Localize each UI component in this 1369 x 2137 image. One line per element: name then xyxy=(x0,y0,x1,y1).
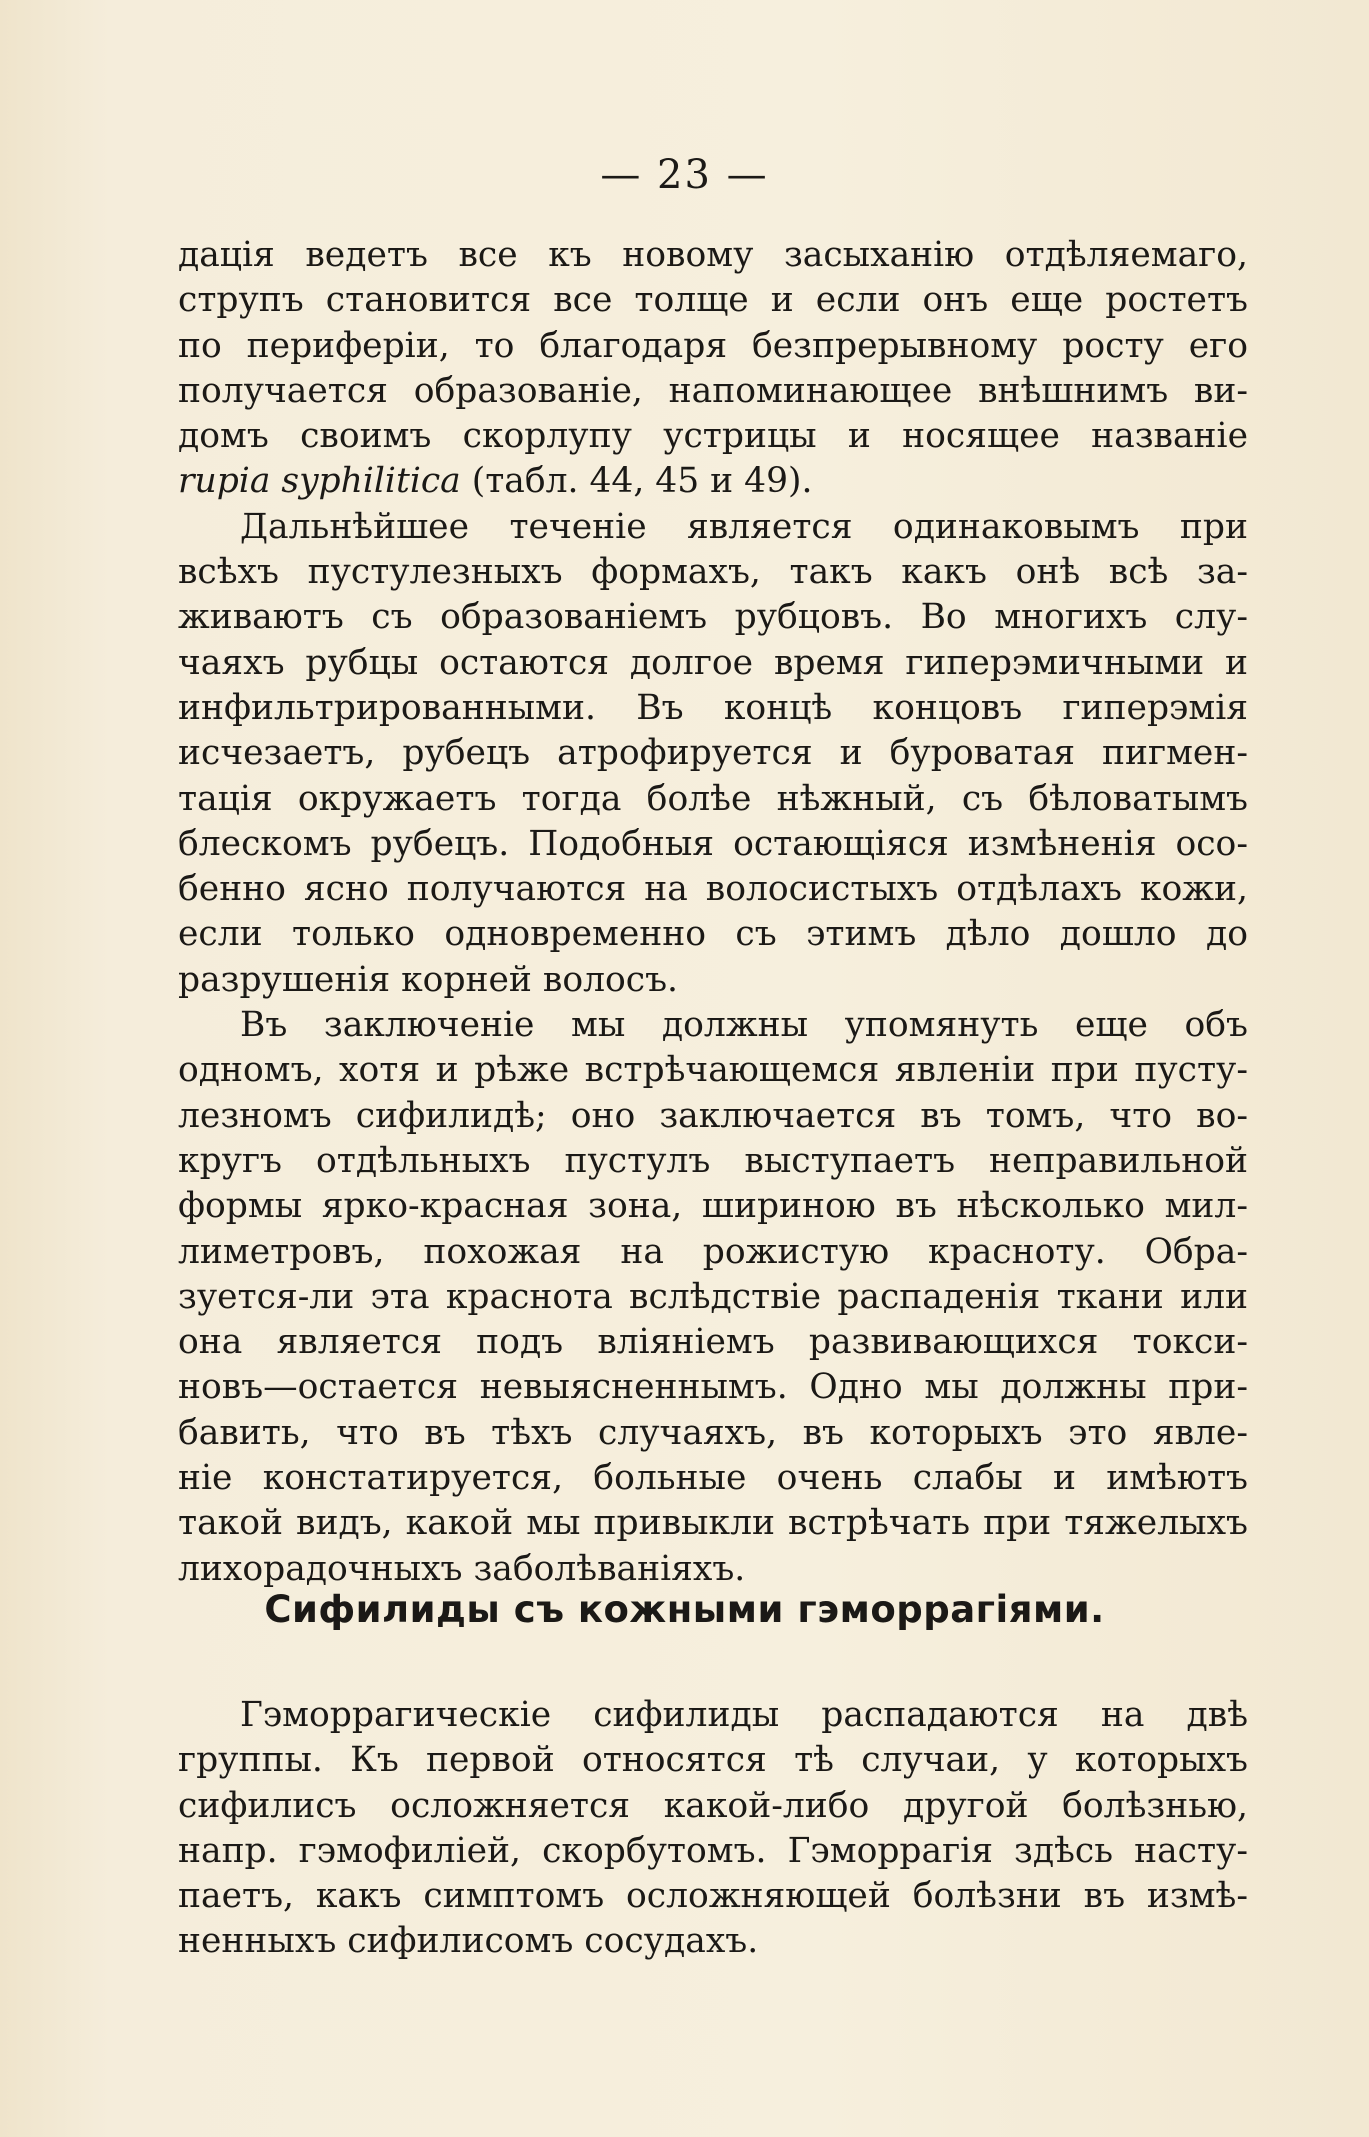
text-line: лиметровъ, похожая на рожистую красноту. Обра- xyxy=(178,1231,1248,1272)
text-line: лезномъ сифилидѣ; оно заключается въ томъ, что во- xyxy=(178,1095,1248,1136)
text-line: новъ—остается невыясненнымъ. Одно мы должны при- xyxy=(178,1367,1248,1408)
latin-term: rupia syphilitica xyxy=(178,461,461,502)
text-line: формы ярко-красная зона, шириною въ нѣсколько мил- xyxy=(178,1186,1248,1227)
text-line: разрушенія корней волосъ. xyxy=(178,959,679,1000)
text-line: группы. Къ первой относятся тѣ случаи, у которыхъ xyxy=(178,1740,1248,1781)
text-line xyxy=(178,459,1248,504)
text-line: сифилисъ осложняется какой-либо другой болѣзнью, xyxy=(178,1785,1248,1826)
text-line: блескомъ рубецъ. Подобныя остающіяся измѣненія осо- xyxy=(178,823,1248,864)
paragraph-1 xyxy=(178,233,1248,505)
text-line: такой видъ, какой мы привыкли встрѣчать при тяжелыхъ xyxy=(178,1503,1248,1544)
text-line: чаяхъ рубцы остаются долгое время гиперэмичными и xyxy=(178,642,1248,683)
text-line: исчезаетъ, рубецъ атрофируется и буроватая пигмен- xyxy=(178,733,1248,774)
text-block-upper xyxy=(178,233,1248,1592)
text-line: лихорадочныхъ заболѣваніяхъ. xyxy=(178,1548,746,1589)
text-line: инфильтрированными. Въ концѣ концовъ гиперэмія xyxy=(178,687,1248,728)
text-line: струпъ становится все толще и если онъ еще ростетъ xyxy=(178,280,1248,321)
paragraph-4 xyxy=(178,1693,1248,1965)
text-line: по периферіи, то благодаря безпрерывному росту его xyxy=(178,325,1248,366)
text-line: ненныхъ сифилисомъ сосудахъ. xyxy=(178,1921,759,1962)
paragraph-3 xyxy=(178,1003,1248,1592)
text-line: Въ заключеніе мы должны упомянуть еще объ xyxy=(240,1005,1248,1046)
paragraph-2 xyxy=(178,505,1248,1003)
text-line: если только одновременно съ этимъ дѣло дошло до xyxy=(178,914,1248,955)
section-heading: Сифилиды съ кожными гэморрагіями. xyxy=(264,1588,1105,1631)
text-line: ніе констатируется, больные очень слабы и имѣютъ xyxy=(178,1458,1248,1499)
text-block-lower xyxy=(178,1693,1248,1965)
table-reference: (табл. 44, 45 и 49). xyxy=(460,461,813,502)
text-line: дація ведетъ все къ новому засыханію отдѣляемаго, xyxy=(178,235,1248,275)
text-line: паетъ, какъ симптомъ осложняющей болѣзни въ измѣ- xyxy=(178,1876,1248,1917)
text-line: зуется-ли эта краснота вслѣдствіе распаденія ткани или xyxy=(178,1276,1248,1317)
page-number: — 23 — xyxy=(600,152,769,198)
text-line: Дальнѣйшее теченіе является одинаковымъ при xyxy=(240,506,1248,547)
text-line: живаютъ съ образованіемъ рубцовъ. Во многихъ слу- xyxy=(178,597,1248,638)
text-line: бенно ясно получаются на волосистыхъ отдѣлахъ кожи, xyxy=(178,869,1248,910)
text-line: Гэморрагическіе сифилиды распадаются на двѣ xyxy=(240,1695,1248,1735)
text-line: она является подъ вліяніемъ развивающихся токси- xyxy=(178,1322,1248,1363)
text-line: кругъ отдѣльныхъ пустулъ выступаетъ неправильной xyxy=(178,1140,1248,1181)
text-line: бавить, что въ тѣхъ случаяхъ, въ которыхъ это явле- xyxy=(178,1412,1248,1453)
text-line: получается образованіе, напоминающее внѣшнимъ ви- xyxy=(178,370,1248,411)
text-line: одномъ, хотя и рѣже встрѣчающемся явленіи при пусту- xyxy=(178,1050,1248,1091)
text-line: тація окружаетъ тогда болѣе нѣжный, съ бѣловатымъ xyxy=(178,778,1248,819)
text-line: всѣхъ пустулезныхъ формахъ, такъ какъ онѣ всѣ за- xyxy=(178,552,1248,593)
text-line: напр. гэмофиліей, скорбутомъ. Гэморрагія здѣсь насту- xyxy=(178,1830,1248,1871)
text-line: домъ своимъ скорлупу устрицы и носящее названіе xyxy=(178,416,1248,457)
